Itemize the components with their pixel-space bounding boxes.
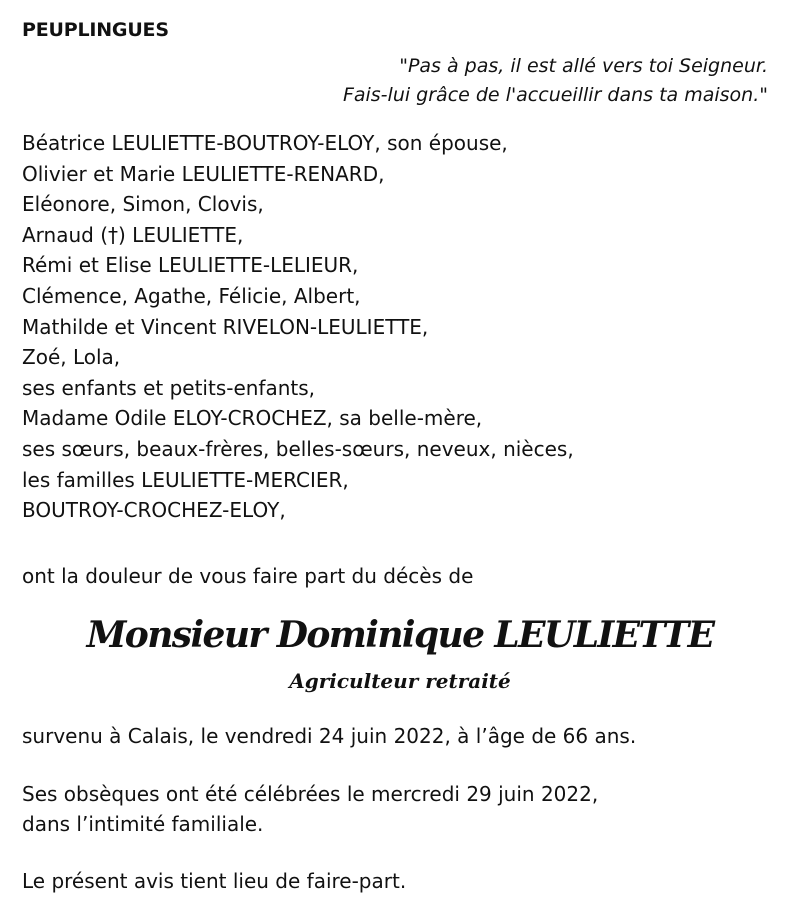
- family-line: Béatrice LEULIETTE-BOUTROY-ELOY, son épouse,: [22, 131, 508, 155]
- family-line: Mathilde et Vincent RIVELON-LEULIETTE,: [22, 314, 429, 339]
- funeral-line: dans l’intimité familiale.: [22, 811, 264, 836]
- announcement-text: ont la douleur de vous faire part du décès de: [22, 563, 474, 588]
- quote-line: "Pas à pas, il est allé vers toi Seigneur.: [399, 55, 768, 77]
- town-heading: PEUPLINGUES: [22, 19, 169, 41]
- family-line: les familles LEULIETTE-MERCIER,: [22, 467, 349, 492]
- deceased-name: Monsieur Dominique LEULIETTE: [86, 613, 714, 656]
- family-line: Madame Odile ELOY-CROCHEZ, sa belle-mère,: [22, 406, 483, 431]
- family-line: Zoé, Lola,: [22, 345, 121, 370]
- family-line: Rémi et Elise LEULIETTE-LELIEUR,: [22, 253, 359, 278]
- quote-block: [22, 52, 778, 110]
- family-line: ses sœurs, beaux-frères, belles-sœurs, neveux, nièces,: [22, 436, 574, 461]
- closing-text: Le présent avis tient lieu de faire-part.: [22, 868, 407, 893]
- family-line: Olivier et Marie LEULIETTE-RENARD,: [22, 161, 385, 186]
- family-list: [22, 128, 778, 526]
- family-line: Eléonore, Simon, Clovis,: [22, 192, 264, 217]
- family-line: BOUTROY-CROCHEZ-ELOY,: [22, 498, 286, 523]
- funeral-info: [22, 779, 778, 839]
- death-info: survenu à Calais, le vendredi 24 juin 2022, à l’âge de 66 ans.: [22, 723, 637, 748]
- family-line: Clémence, Agathe, Félicie, Albert,: [22, 283, 361, 308]
- funeral-line: Ses obsèques ont été célébrées le mercredi 29 juin 2022,: [22, 781, 599, 806]
- deceased-profession: Agriculteur retraité: [289, 668, 511, 693]
- quote-line: Fais-lui grâce de l'accueillir dans ta maison.": [342, 84, 768, 106]
- family-line: ses enfants et petits-enfants,: [22, 375, 316, 400]
- family-line: Arnaud (†) LEULIETTE,: [22, 222, 244, 247]
